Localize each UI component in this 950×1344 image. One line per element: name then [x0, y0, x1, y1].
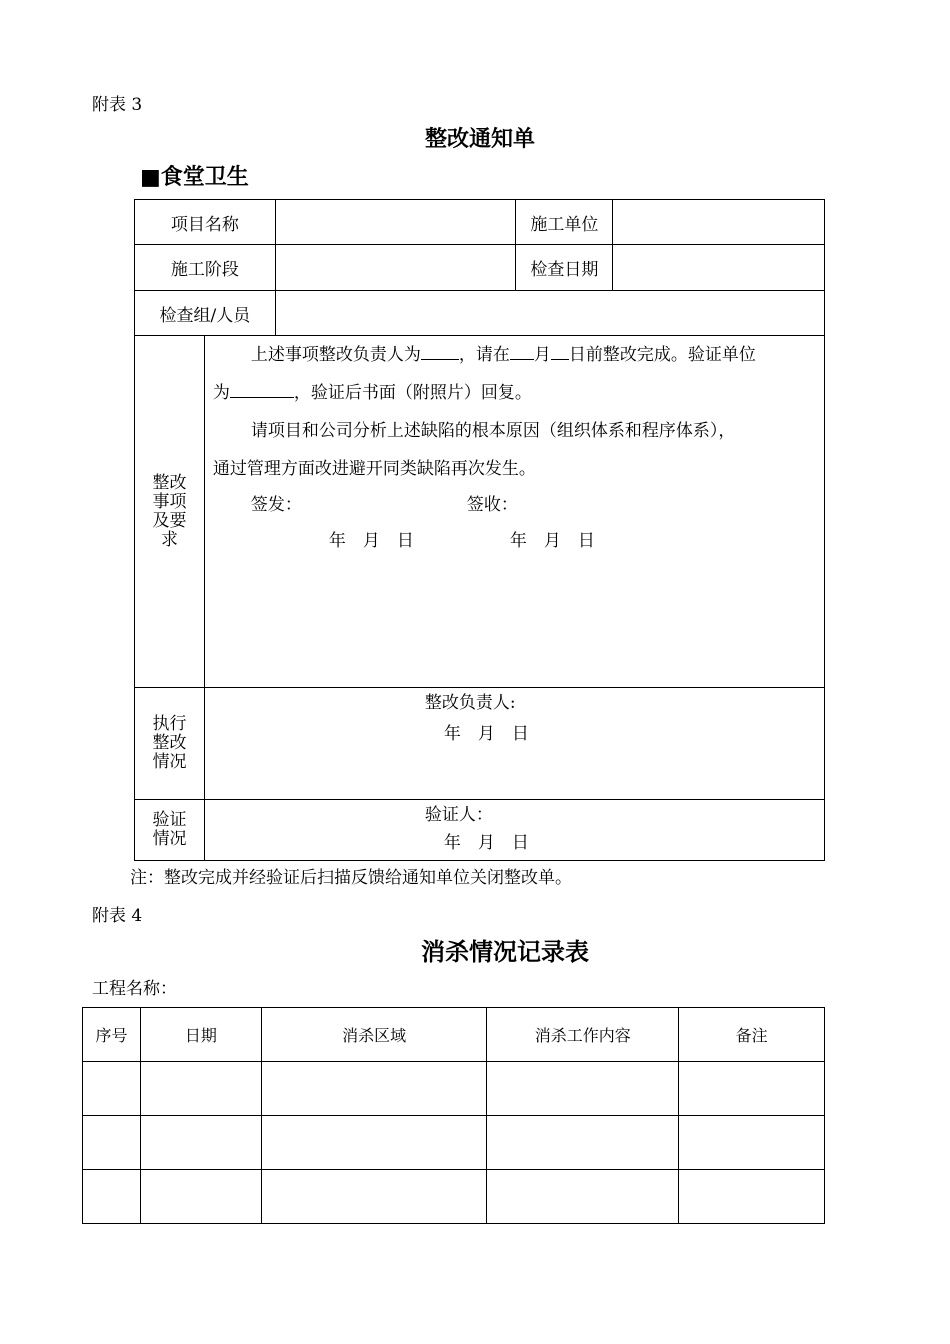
- para-3: 请项目和公司分析上述缺陷的根本原因（组织体系和程序体系），: [250, 421, 736, 441]
- execution-label-line: 执行: [152, 714, 187, 734]
- notice-footnote: 注：整改完成并经验证后扫描反馈给通知单位关闭整改单。: [130, 868, 572, 888]
- para-1: 上述事项整改负责人为 ，请在 月 日前整改完成。验证单位: [251, 340, 756, 365]
- execution-label-line: 情况: [152, 752, 187, 772]
- construction-unit-field[interactable]: [613, 200, 825, 245]
- project-name-field[interactable]: [275, 200, 516, 245]
- rectify-items-label-line: 及要: [152, 510, 187, 531]
- received-label: 签收：: [466, 495, 518, 515]
- issued-date: 年 月 日: [328, 531, 414, 551]
- verify-label-cell: [135, 800, 205, 861]
- column-header: 消杀工作内容: [487, 1008, 679, 1062]
- table-cell[interactable]: [83, 1170, 141, 1224]
- construction-unit-label: 施工单位: [516, 200, 613, 245]
- table-cell[interactable]: [487, 1116, 679, 1170]
- rectification-notice-form: [134, 199, 825, 861]
- table-cell[interactable]: [83, 1062, 141, 1116]
- rectify-items-label-line: 事项: [152, 491, 187, 512]
- rectify-items-label-cell: [135, 336, 205, 688]
- day-blank[interactable]: [551, 341, 569, 360]
- appendix-3-label: 附表 3: [92, 95, 143, 115]
- disinfection-record-table: [82, 1007, 825, 1224]
- table-cell[interactable]: [487, 1170, 679, 1224]
- table-cell[interactable]: [679, 1170, 825, 1224]
- disinfection-title: 消杀情况记录表: [421, 937, 589, 966]
- execution-label-line: 整改: [152, 733, 187, 753]
- table-row: [83, 1170, 825, 1224]
- construction-stage-label: 施工阶段: [135, 245, 276, 291]
- inspection-team-field[interactable]: [275, 291, 824, 336]
- column-header: 消杀区域: [261, 1008, 487, 1062]
- execution-content[interactable]: [204, 688, 824, 800]
- execution-date: 年 月 日: [443, 724, 529, 744]
- inspection-date-field[interactable]: [613, 245, 825, 291]
- appendix-4-label: 附表 4: [92, 906, 143, 926]
- rectify-person-label: 整改负责人:: [424, 693, 516, 713]
- project-name-caption: 工程名称：: [92, 979, 177, 999]
- notice-title: 整改通知单: [424, 126, 535, 152]
- para-4: 通过管理方面改进避开同类缺陷再次发生。: [212, 459, 536, 479]
- rectify-items-content[interactable]: [204, 336, 824, 688]
- issued-label: 签发：: [250, 495, 302, 515]
- responsible-person-blank[interactable]: [421, 341, 459, 360]
- verify-label-line: 验证: [152, 810, 187, 830]
- verify-content[interactable]: [204, 800, 824, 861]
- table-cell[interactable]: [679, 1062, 825, 1116]
- inspection-team-label: 检查组/人员: [135, 291, 276, 336]
- table-cell[interactable]: [261, 1170, 487, 1224]
- construction-stage-field[interactable]: [275, 245, 516, 291]
- verifier-label: 验证人：: [424, 805, 493, 825]
- table-cell[interactable]: [140, 1170, 261, 1224]
- column-header: 序号: [83, 1008, 141, 1062]
- verify-date: 年 月 日: [443, 833, 529, 853]
- table-cell[interactable]: [83, 1116, 141, 1170]
- rectify-items-label-line: 求: [160, 529, 178, 550]
- inspection-date-label: 检查日期: [516, 245, 613, 291]
- table-cell[interactable]: [140, 1062, 261, 1116]
- verify-label-line: 情况: [152, 829, 187, 849]
- verification-unit-blank[interactable]: [230, 379, 294, 398]
- table-cell[interactable]: [140, 1116, 261, 1170]
- rectify-items-label-line: 整改: [152, 472, 187, 493]
- table-cell[interactable]: [487, 1062, 679, 1116]
- month-blank[interactable]: [510, 341, 534, 360]
- table-row: [83, 1062, 825, 1116]
- execution-label-cell: [135, 688, 205, 800]
- table-cell[interactable]: [679, 1116, 825, 1170]
- table-row: [83, 1116, 825, 1170]
- column-header: 日期: [140, 1008, 261, 1062]
- table-cell[interactable]: [261, 1116, 487, 1170]
- project-name-label: 项目名称: [135, 200, 276, 245]
- section-heading: ■食堂卫生: [140, 164, 249, 190]
- column-header: 备注: [679, 1008, 825, 1062]
- table-cell[interactable]: [261, 1062, 487, 1116]
- received-date: 年 月 日: [509, 531, 595, 551]
- para-2: 为 ，验证后书面（附照片）回复。: [213, 378, 532, 403]
